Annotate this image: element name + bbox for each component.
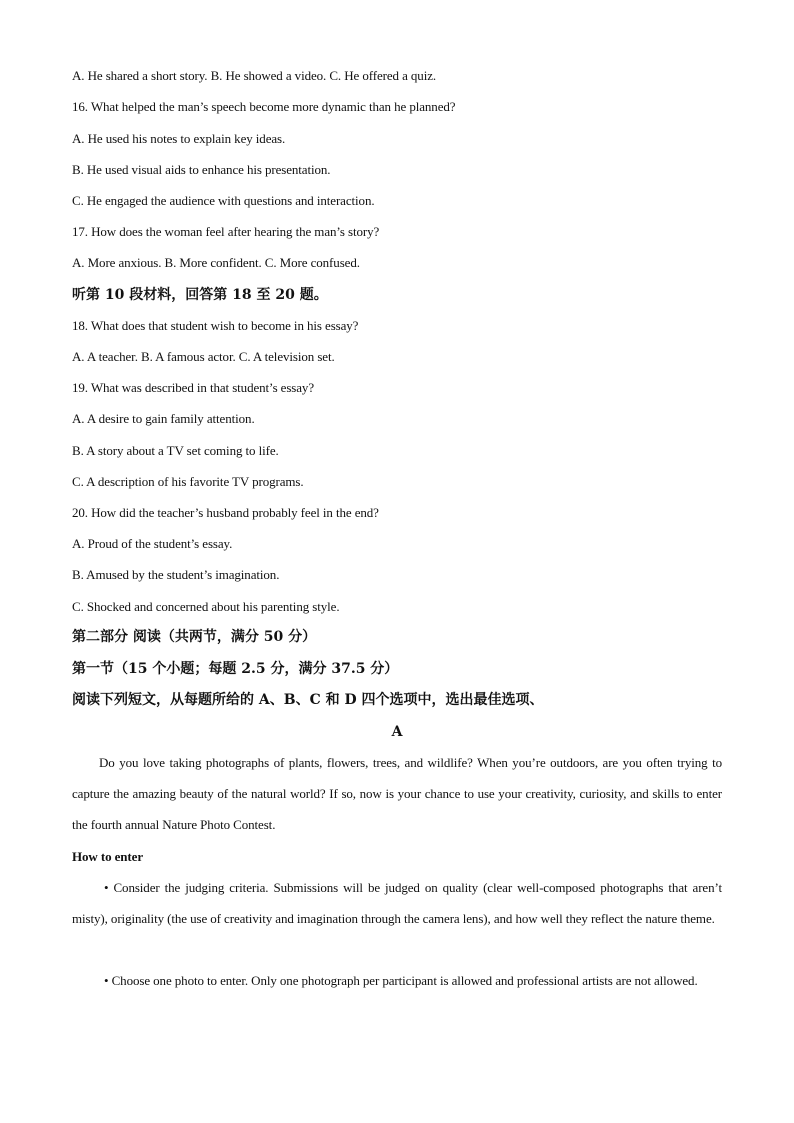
q20-option-b: B. Amused by the student’s imagination. [72, 567, 280, 582]
q15-options: A. He shared a short story. B. He showed a video. C. He offered a quiz. [72, 68, 437, 83]
q19-option-a: A. A desire to gain family attention. [72, 411, 255, 426]
bullet-choose-photo: • Choose one photo to enter. Only one photograph per participant is allowed and professional artists are not allowed. [104, 973, 698, 988]
q16-question: 16. What helped the man’s speech become more dynamic than he planned? [72, 99, 456, 114]
q19-option-b: B. A story about a TV set coming to life. [72, 443, 279, 458]
bullet-judging-criteria: • Consider the judging criteria. Submissions will be judged on quality (clear well-composed photographs that aren’t misty), originality (the use of creativity and imagination through the camera lens), and how well they reflect the nature theme. [72, 880, 722, 926]
q18-options: A. A teacher. B. A famous actor. C. A television set. [72, 349, 335, 364]
q20-option-a: A. Proud of the student’s essay. [72, 536, 233, 551]
q19-option-c: C. A description of his favorite TV programs. [72, 474, 304, 489]
how-to-enter-heading: How to enter [72, 849, 143, 864]
q20-question: 20. How did the teacher’s husband probably feel in the end? [72, 505, 379, 520]
section1-heading: 第一节（15 个小题；每题 2.5 分，满分 37.5 分） [72, 661, 399, 677]
section10-heading: 听第 10 段材料，回答第 18 至 20 题。 [72, 287, 328, 303]
q16-option-b: B. He used visual aids to enhance his presentation. [72, 162, 331, 177]
q20-option-c: C. Shocked and concerned about his parenting style. [72, 599, 340, 614]
q16-option-c: C. He engaged the audience with questions and interaction. [72, 193, 375, 208]
q17-question: 17. How does the woman feel after hearing the man’s story? [72, 224, 380, 239]
q18-question: 18. What does that student wish to become in his essay? [72, 318, 359, 333]
part2-heading: 第二部分 阅读（共两节，满分 50 分） [72, 629, 317, 645]
q16-option-a: A. He used his notes to explain key ideas. [72, 131, 286, 146]
passage-intro: Do you love taking photographs of plants, flowers, trees, and wildlife? When you’re outdoors, are you often trying to capture the amazing beauty of the natural world? If so, now is your chance to use your creativity, curiosity, and skills to enter the fourth annual Nature Photo Contest. [72, 755, 722, 832]
passage-letter: A [391, 724, 403, 740]
q17-options: A. More anxious. B. More confident. C. More confused. [72, 255, 360, 270]
q19-question: 19. What was described in that student’s essay? [72, 380, 315, 395]
reading-instructions: 阅读下列短文，从每题所给的 A、B、C 和 D 四个选项中，选出最佳选项、 [72, 692, 544, 708]
